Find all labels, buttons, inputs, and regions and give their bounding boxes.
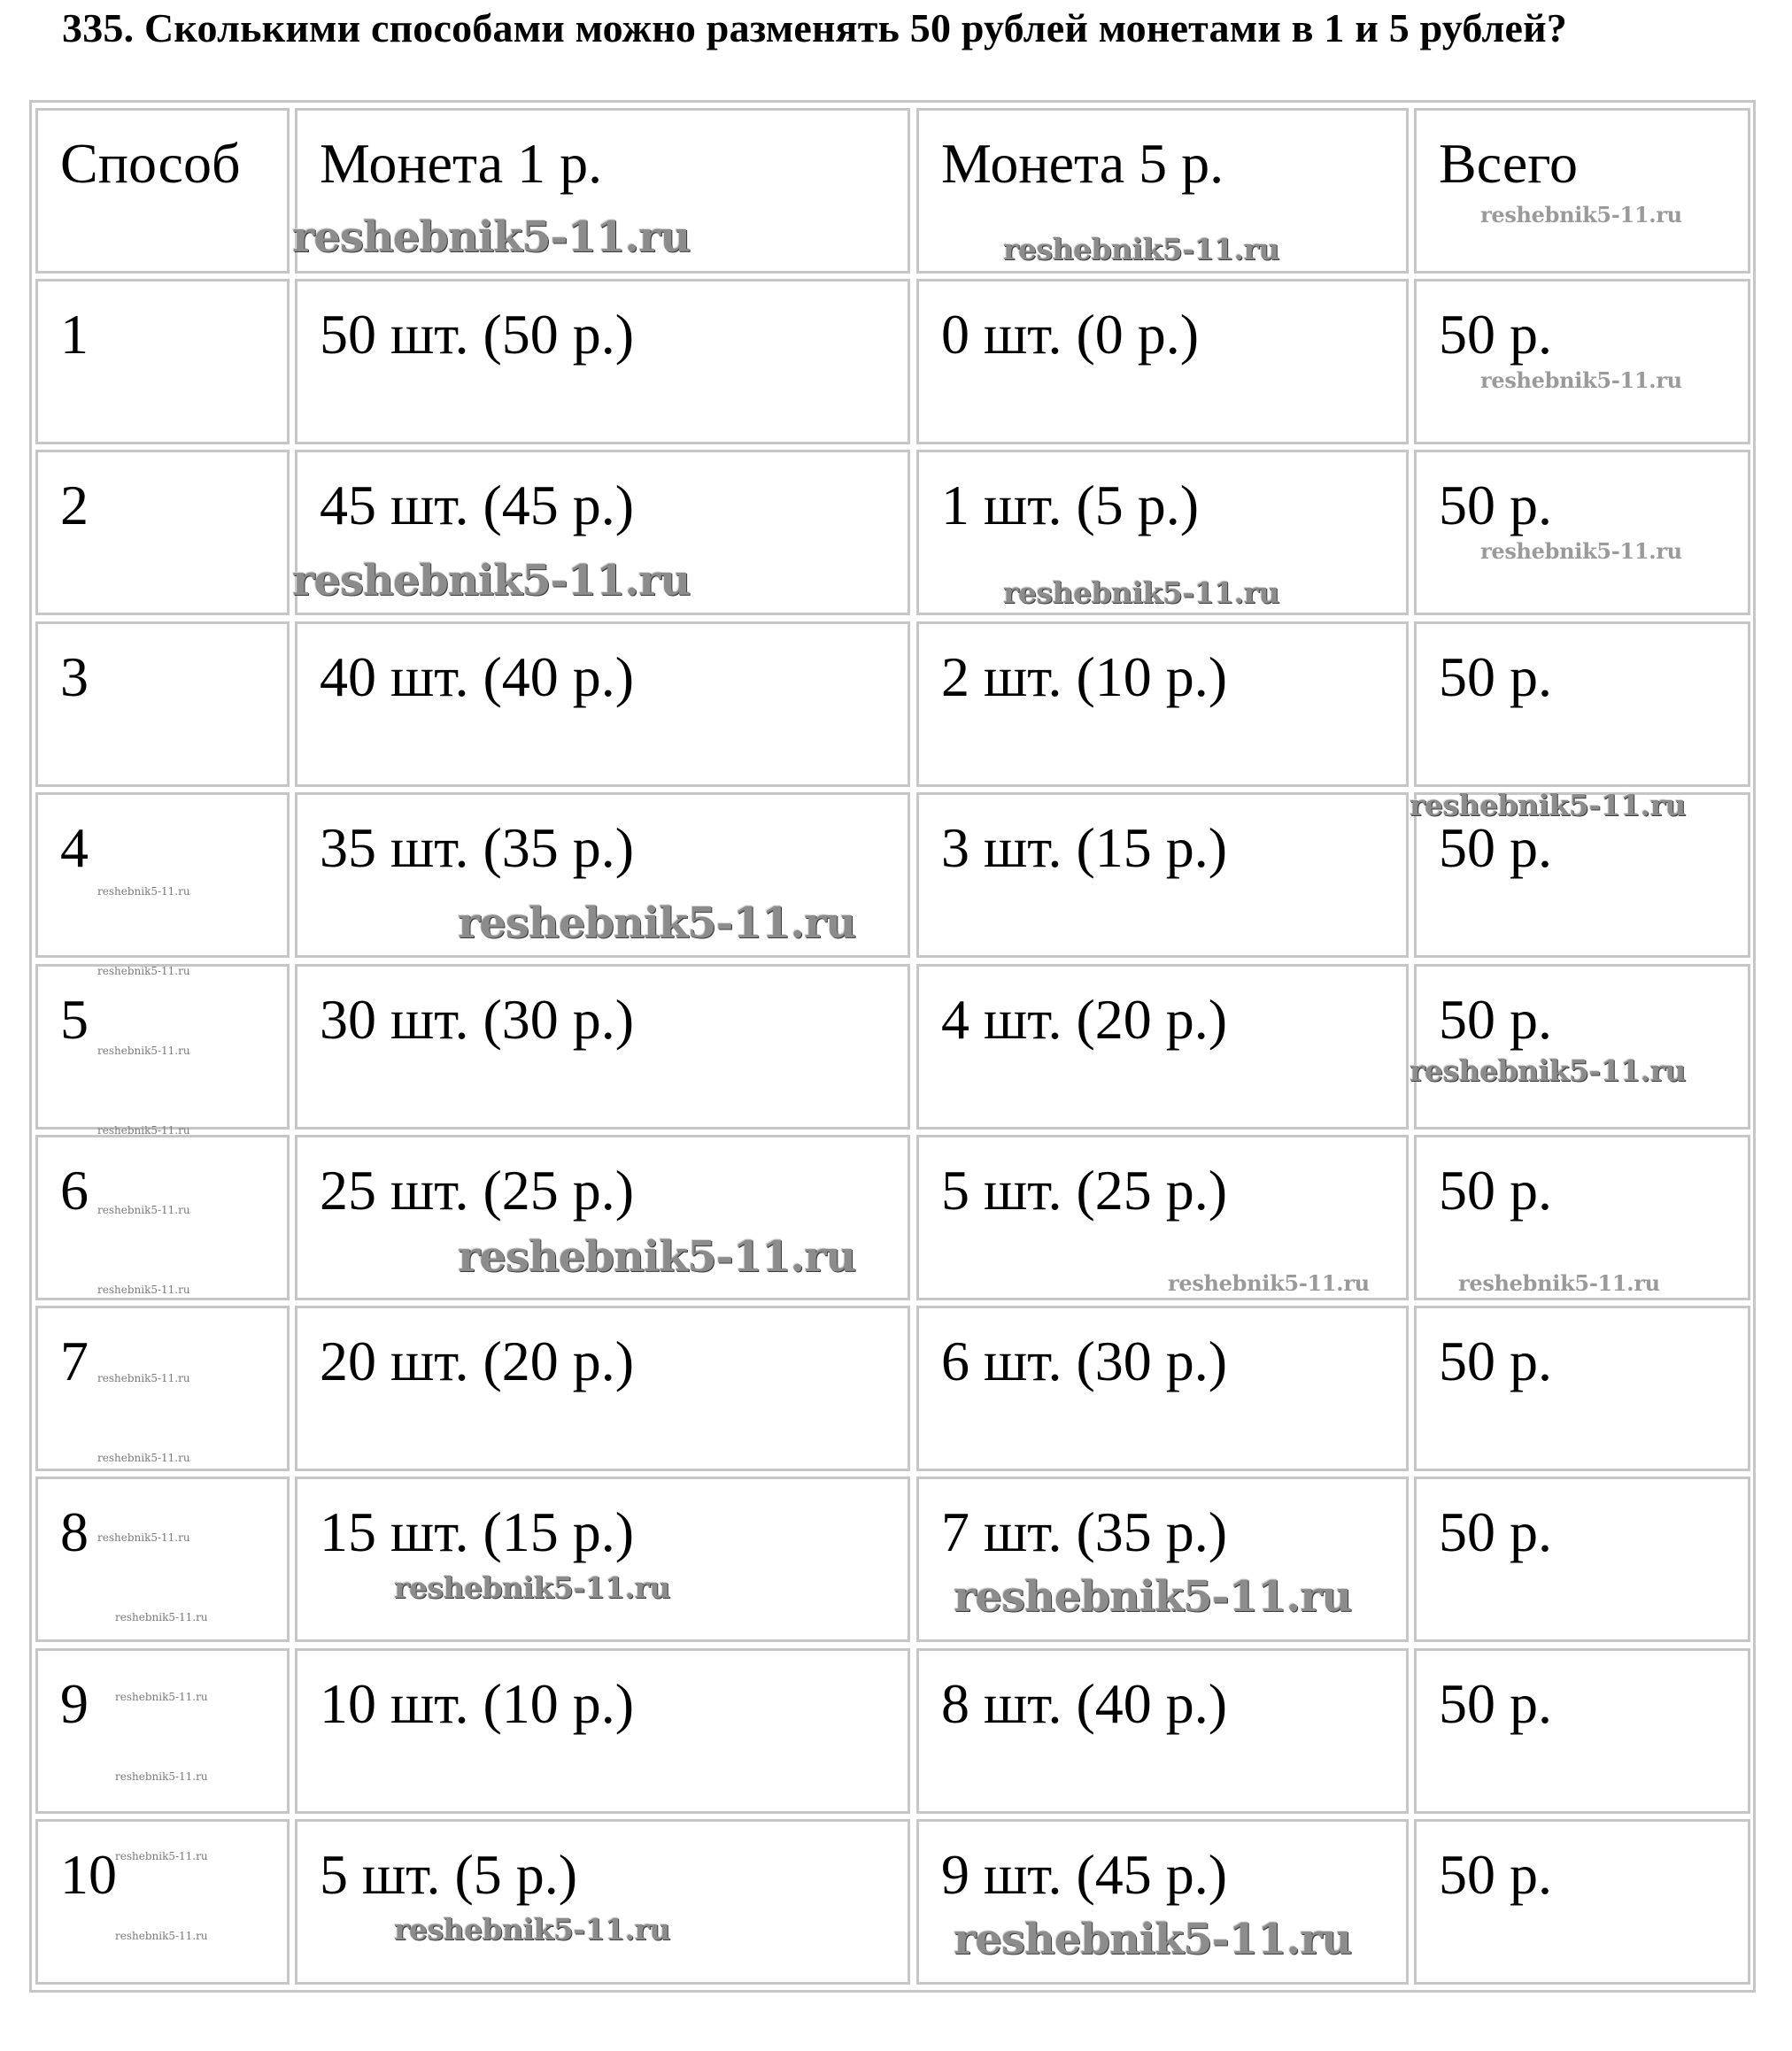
watermark: reshebnik5-11.ru (97, 1372, 190, 1384)
watermark: reshebnik5-11.ru (1410, 1053, 1686, 1088)
watermark: reshebnik5-11.ru (394, 1912, 670, 1947)
table-cell-method (35, 1135, 290, 1300)
cell-value: 8 шт. (40 р.) (941, 1672, 1228, 1735)
table-cell-coin-1 (295, 1306, 910, 1471)
watermark: reshebnik5-11.ru (1480, 538, 1682, 564)
watermark: reshebnik5-11.ru (97, 885, 190, 898)
cell-value: 15 шт. (15 р.) (320, 1500, 635, 1563)
cell-value: 9 шт. (45 р.) (941, 1843, 1228, 1906)
cell-value: 10 шт. (10 р.) (320, 1672, 635, 1735)
cell-value: 10 (60, 1843, 117, 1906)
watermark: reshebnik5-11.ru (292, 212, 691, 262)
cell-value: 50 р. (1439, 816, 1552, 879)
cell-value: 50 шт. (50 р.) (320, 303, 635, 366)
table-cell-method (35, 792, 290, 958)
cell-value: 50 р. (1439, 1500, 1552, 1563)
cell-value: 50 р. (1439, 1159, 1552, 1222)
watermark: reshebnik5-11.ru (97, 965, 190, 977)
cell-value: 50 р. (1439, 1330, 1552, 1392)
cell-value: 2 (60, 474, 89, 536)
watermark: reshebnik5-11.ru (97, 1531, 190, 1544)
table-cell-total (1414, 1135, 1750, 1300)
header-label: Способ (60, 132, 241, 195)
table-cell-method (35, 450, 290, 615)
table-cell-coin-5 (916, 1819, 1409, 1985)
cell-value: 50 р. (1439, 1672, 1552, 1735)
table-cell-total (1414, 1477, 1750, 1642)
table-cell-method (35, 621, 290, 787)
table-cell-coin-5 (916, 1477, 1409, 1642)
table-cell-total (1414, 450, 1750, 615)
watermark: reshebnik5-11.ru (1003, 575, 1279, 610)
table-cell-coin-5 (916, 621, 1409, 787)
table-cell-total (1414, 964, 1750, 1130)
cell-value: 50 р. (1439, 303, 1552, 366)
cell-value: 4 (60, 816, 89, 879)
table-cell-coin-1 (295, 1135, 910, 1300)
table-cell-coin-5 (916, 964, 1409, 1130)
table-cell-coin-5 (916, 1306, 1409, 1471)
cell-value: 5 шт. (5 р.) (320, 1843, 578, 1906)
watermark: reshebnik5-11.ru (954, 1572, 1352, 1622)
watermark: reshebnik5-11.ru (115, 1611, 208, 1623)
table-cell-coin-1 (295, 450, 910, 615)
table-cell-coin-5 (916, 792, 1409, 958)
table-cell-method (35, 1306, 290, 1471)
cell-value: 9 (60, 1672, 89, 1735)
cell-value: 3 (60, 645, 89, 708)
cell-value: 50 р. (1439, 1843, 1552, 1906)
cell-value: 3 шт. (15 р.) (941, 816, 1228, 879)
watermark: reshebnik5-11.ru (115, 1770, 208, 1783)
watermark: reshebnik5-11.ru (115, 1930, 208, 1942)
table-cell-coin-1 (295, 621, 910, 787)
table-cell-total (1414, 1819, 1750, 1985)
problem-title: 335. Сколькими способами можно разменять 50 рублей монетами в 1 и 5 рублей? (62, 5, 1567, 50)
watermark: reshebnik5-11.ru (458, 1232, 856, 1282)
cell-value: 20 шт. (20 р.) (320, 1330, 635, 1392)
watermark: reshebnik5-11.ru (1168, 1270, 1370, 1296)
table-cell-coin-5 (916, 450, 1409, 615)
cell-value: 40 шт. (40 р.) (320, 645, 635, 708)
table-cell-coin-1 (295, 792, 910, 958)
cell-value: 6 шт. (30 р.) (941, 1330, 1228, 1392)
cell-value: 1 шт. (5 р.) (941, 474, 1200, 536)
watermark: reshebnik5-11.ru (458, 898, 856, 948)
table-cell-method (35, 279, 290, 444)
watermark: reshebnik5-11.ru (97, 1452, 190, 1464)
cell-value: 2 шт. (10 р.) (941, 645, 1228, 708)
cell-value: 5 (60, 988, 89, 1051)
table-cell-method (35, 964, 290, 1130)
watermark: reshebnik5-11.ru (1410, 788, 1686, 822)
header-cell-coin-5 (916, 108, 1409, 274)
watermark: reshebnik5-11.ru (1003, 232, 1279, 266)
table-cell-total (1414, 621, 1750, 787)
table-cell-coin-5 (916, 1135, 1409, 1300)
table-cell-coin-1 (295, 1477, 910, 1642)
header-cell-total (1414, 108, 1750, 274)
header-label: Монета 1 р. (320, 132, 603, 195)
header-cell-method (35, 108, 290, 274)
cell-value: 1 (60, 303, 89, 366)
cell-value: 50 р. (1439, 988, 1552, 1051)
watermark: reshebnik5-11.ru (292, 556, 691, 605)
watermark: reshebnik5-11.ru (97, 1045, 190, 1057)
cell-value: 35 шт. (35 р.) (320, 816, 635, 879)
watermark: reshebnik5-11.ru (97, 1124, 190, 1137)
table-cell-coin-5 (916, 1648, 1409, 1814)
cell-value: 50 р. (1439, 474, 1552, 536)
header-label: Монета 5 р. (941, 132, 1224, 195)
header-cell-coin-1 (295, 108, 910, 274)
cell-value: 50 р. (1439, 645, 1552, 708)
cell-value: 25 шт. (25 р.) (320, 1159, 635, 1222)
table-cell-total (1414, 279, 1750, 444)
table-cell-coin-1 (295, 279, 910, 444)
cell-value: 7 (60, 1330, 89, 1392)
watermark: reshebnik5-11.ru (954, 1915, 1352, 1964)
table-cell-method (35, 1477, 290, 1642)
watermark: reshebnik5-11.ru (394, 1570, 670, 1605)
table-cell-coin-5 (916, 279, 1409, 444)
watermark: reshebnik5-11.ru (97, 1284, 190, 1296)
watermark: reshebnik5-11.ru (1458, 1270, 1660, 1296)
cell-value: 6 (60, 1159, 89, 1222)
table-cell-total (1414, 792, 1750, 958)
table-cell-coin-1 (295, 964, 910, 1130)
cell-value: 7 шт. (35 р.) (941, 1500, 1228, 1563)
watermark: reshebnik5-11.ru (1480, 367, 1682, 393)
watermark: reshebnik5-11.ru (115, 1850, 208, 1862)
cell-value: 45 шт. (45 р.) (320, 474, 635, 536)
watermark: reshebnik5-11.ru (115, 1691, 208, 1703)
cell-value: 30 шт. (30 р.) (320, 988, 635, 1051)
cell-value: 4 шт. (20 р.) (941, 988, 1228, 1051)
header-label: Всего (1439, 132, 1578, 195)
table-cell-method (35, 1819, 290, 1985)
table-cell-coin-1 (295, 1648, 910, 1814)
table-cell-total (1414, 1306, 1750, 1471)
table-cell-coin-1 (295, 1819, 910, 1985)
cell-value: 0 шт. (0 р.) (941, 303, 1200, 366)
cell-value: 5 шт. (25 р.) (941, 1159, 1228, 1222)
table-cell-method (35, 1648, 290, 1814)
table-cell-total (1414, 1648, 1750, 1814)
watermark: reshebnik5-11.ru (97, 1204, 190, 1216)
cell-value: 8 (60, 1500, 89, 1563)
watermark: reshebnik5-11.ru (1480, 202, 1682, 227)
